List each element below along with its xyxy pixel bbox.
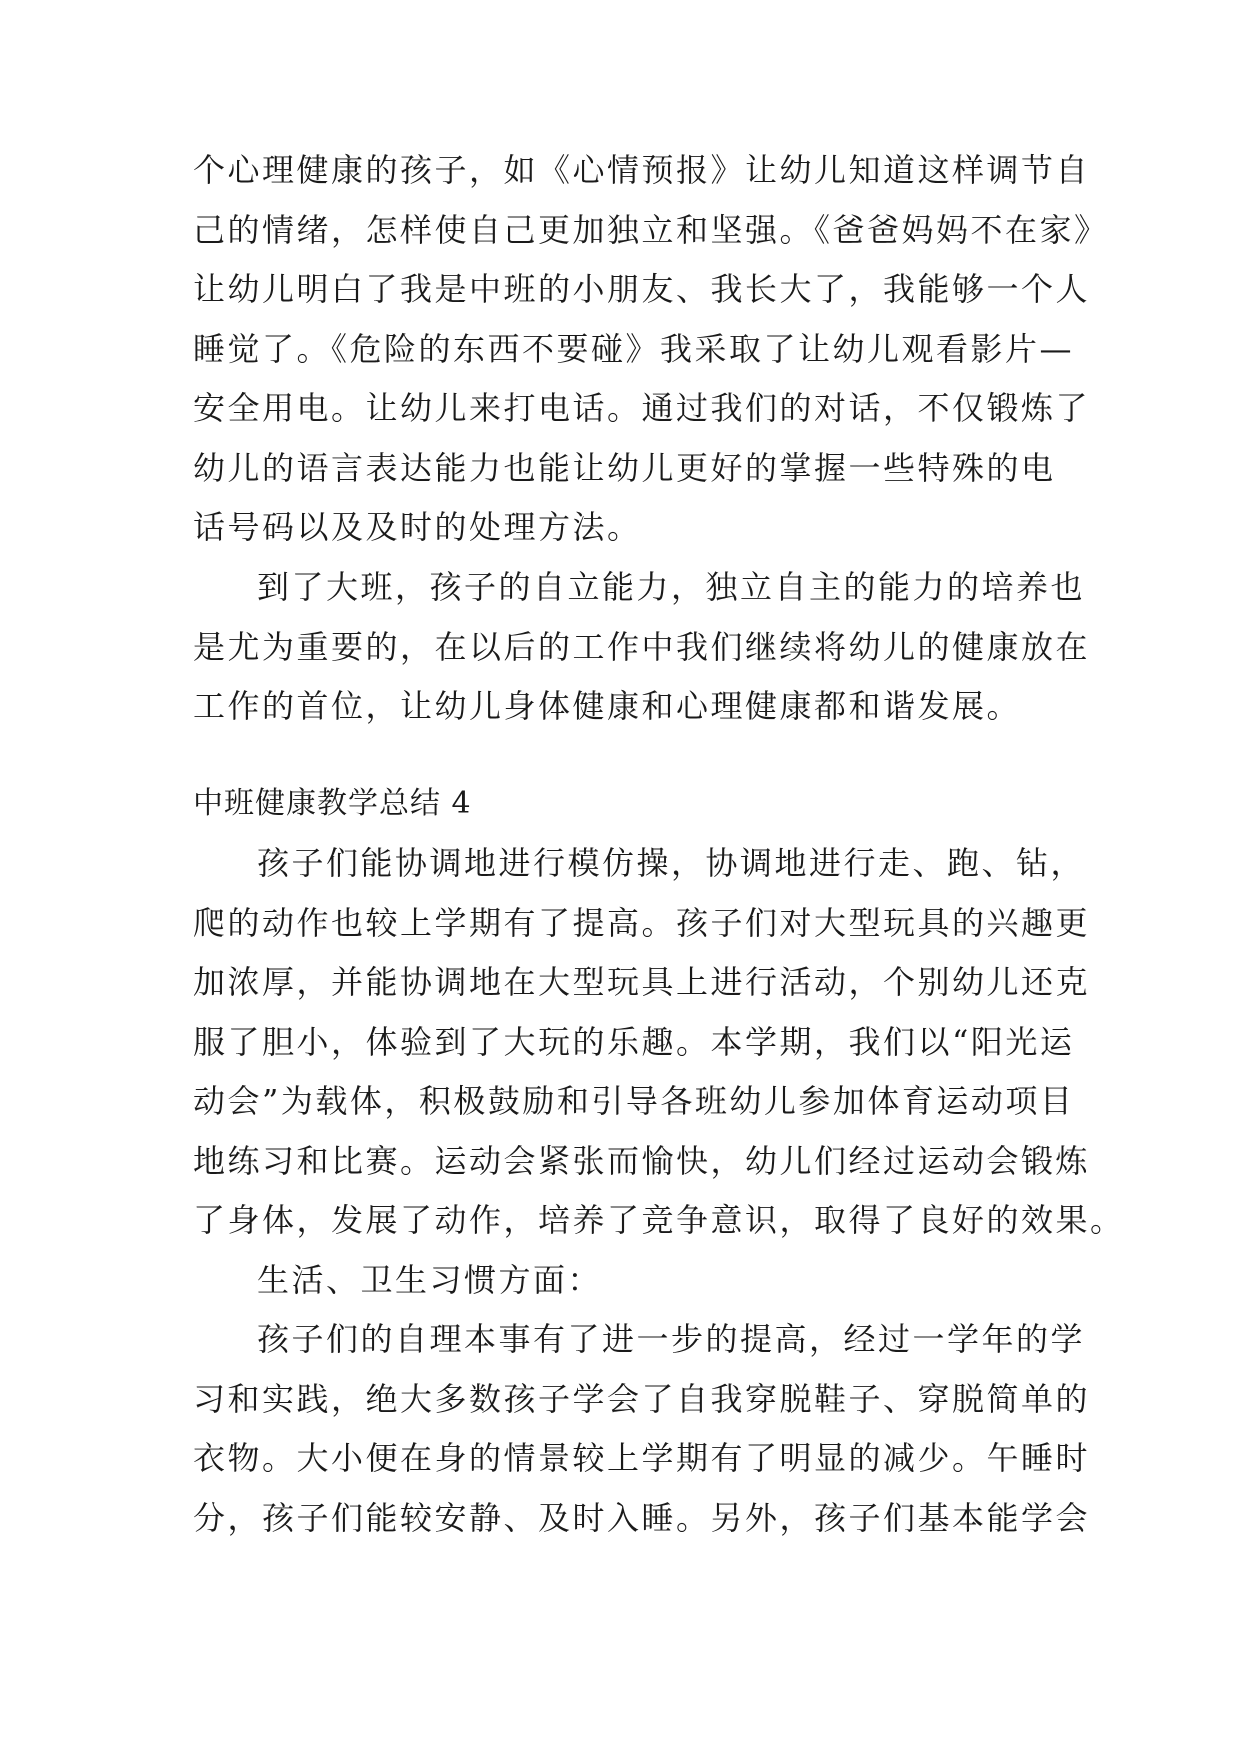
text-line: 动会”为载体，积极鼓励和引导各班幼儿参加体育运动项目	[193, 1082, 1075, 1120]
text-line: 己的情绪，怎样使自己更加独立和坚强。《爸爸妈妈不在家》	[193, 211, 1109, 249]
text-line: 孩子们的自理本事有了进一步的提高，经过一学年的学	[257, 1320, 1086, 1358]
text-line: 了身体，发展了动作，培养了竞争意识，取得了良好的效果。	[193, 1201, 1125, 1239]
text-line: 习和实践，绝大多数孩子学会了自我穿脱鞋子、穿脱简单的	[193, 1380, 1091, 1418]
text-line: 到了大班，孩子的自立能力，独立自主的能力的培养也	[257, 568, 1086, 606]
text-line: 生活、卫生习惯方面：	[257, 1261, 603, 1299]
text-line: 爬的动作也较上学期有了提高。孩子们对大型玩具的兴趣更	[193, 904, 1091, 942]
text-line: 让幼儿明白了我是中班的小朋友、我长大了，我能够一个人	[193, 270, 1091, 308]
text-line: 服了胆小，体验到了大玩的乐趣。本学期，我们以“阳光运	[193, 1023, 1075, 1061]
text-line: 地练习和比赛。运动会紧张而愉快，幼儿们经过运动会锻炼	[193, 1142, 1091, 1180]
text-line: 孩子们能协调地进行模仿操，协调地进行走、跑、钻，	[257, 844, 1086, 882]
text-line: 幼儿的语言表达能力也能让幼儿更好的掌握一些特殊的电	[193, 449, 1056, 487]
section-heading: 中班健康教学总结 4	[193, 786, 472, 821]
text-line: 安全用电。让幼儿来打电话。通过我们的对话，不仅锻炼了	[193, 389, 1091, 427]
text-line: 加浓厚，并能协调地在大型玩具上进行活动，个别幼儿还克	[193, 963, 1091, 1001]
text-line: 个心理健康的孩子，如《心情预报》让幼儿知道这样调节自	[193, 151, 1091, 189]
text-line: 话号码以及及时的处理方法。	[193, 508, 642, 546]
text-line: 睡觉了。《危险的东西不要碰》我采取了让幼儿观看影片—	[193, 330, 1075, 368]
text-line: 分，孩子们能较安静、及时入睡。另外，孩子们基本能学会	[193, 1499, 1091, 1537]
text-line: 工作的首位，让幼儿身体健康和心理健康都和谐发展。	[193, 687, 1022, 725]
text-line: 衣物。大小便在身的情景较上学期有了明显的减少。午睡时	[193, 1439, 1091, 1477]
text-line: 是尤为重要的，在以后的工作中我们继续将幼儿的健康放在	[193, 628, 1091, 666]
